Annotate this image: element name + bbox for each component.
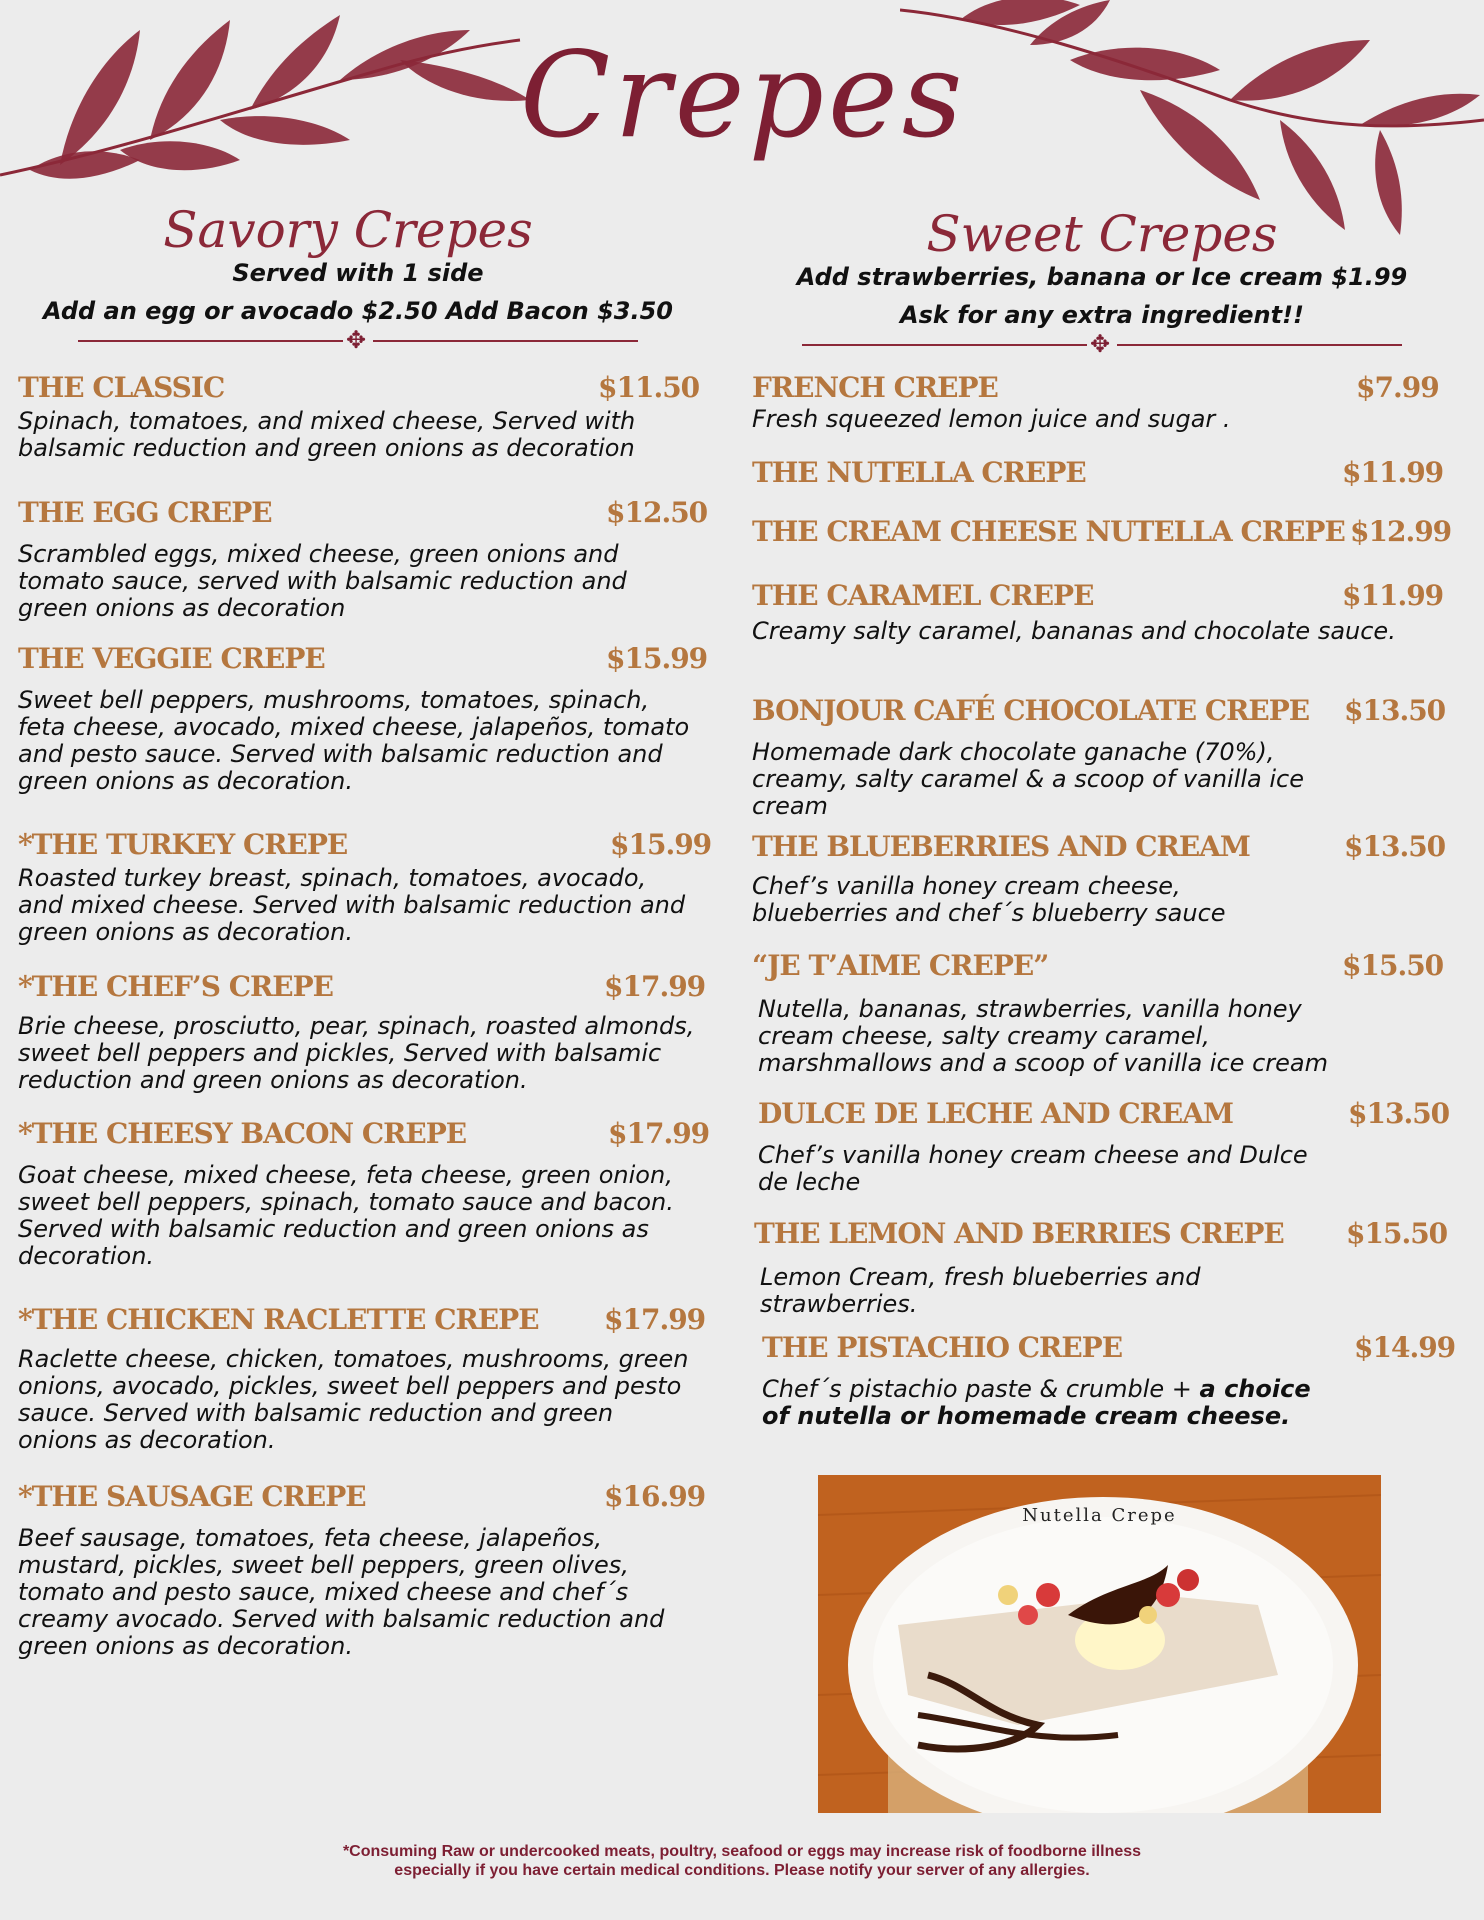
item-description: Scrambled eggs, mixed cheese, green onions and tomato sauce, served with balsamic reduction and green onions as decoration bbox=[18, 540, 627, 622]
sweet-subtitle-addons: Add strawberries, banana or Ice cream $1.99 bbox=[796, 263, 1408, 291]
item-description-bold: a choice of nutella or homemade cream cheese. bbox=[762, 1375, 1311, 1430]
menu-item-cheesy-bacon bbox=[18, 1114, 710, 1270]
item-description: Roasted turkey breast, spinach, tomatoes, avocado, and mixed cheese. Served with balsamic reduction and green onions as decoration. bbox=[18, 864, 686, 946]
item-price: $13.50 bbox=[1344, 830, 1446, 863]
item-price: $14.99 bbox=[1354, 1331, 1456, 1364]
leaf-branch-left-icon bbox=[0, 0, 560, 200]
item-price: $15.99 bbox=[610, 828, 712, 861]
item-price: $15.50 bbox=[1346, 1217, 1448, 1250]
item-name: FRENCH CREPE bbox=[752, 371, 998, 404]
item-name: THE LEMON AND BERRIES CREPE bbox=[754, 1217, 1284, 1250]
savory-title: Savory Crepes bbox=[163, 201, 533, 259]
photo-caption: Nutella Crepe bbox=[1022, 1505, 1177, 1526]
item-price: $17.99 bbox=[608, 1117, 710, 1150]
menu-item-je-taime bbox=[752, 946, 1452, 1077]
menu-title: Crepes bbox=[520, 26, 967, 164]
savory-subtitle-side: Served with 1 side bbox=[232, 259, 484, 287]
menu-item-french bbox=[752, 368, 1452, 433]
item-description: Raclette cheese, chicken, tomatoes, mushrooms, green onions, avocado, pickles, sweet bell peppers and pesto sauce. Served with balsamic reduction and green onions as decoration. bbox=[18, 1345, 689, 1454]
menu-item-pistachio bbox=[752, 1328, 1456, 1430]
menu-item-chefs bbox=[18, 967, 706, 1094]
item-description: Sweet bell peppers, mushrooms, tomatoes, spinach, feta cheese, avocado, mixed cheese, jalapeños, tomato and pesto sauce. Served with balsamic reduction and green onions as decoration. bbox=[18, 686, 690, 795]
item-description: Chef’s vanilla honey cream cheese and Dulce de leche bbox=[758, 1141, 1308, 1196]
item-description: Spinach, tomatoes, and mixed cheese, Served with balsamic reduction and green onions as decoration bbox=[18, 407, 636, 462]
item-description: Lemon Cream, fresh blueberries and strawberries. bbox=[760, 1263, 1201, 1318]
item-price: $12.50 bbox=[606, 496, 708, 529]
item-price: $7.99 bbox=[1356, 371, 1439, 404]
item-name: “JE T’AIME CREPE” bbox=[752, 949, 1049, 982]
sweet-divider bbox=[802, 330, 1402, 358]
item-name: THE VEGGIE CREPE bbox=[18, 642, 325, 675]
item-description: Creamy salty caramel, bananas and chocolate sauce. bbox=[752, 617, 1396, 645]
item-name: THE CARAMEL CREPE bbox=[752, 579, 1094, 612]
menu-item-sausage bbox=[18, 1477, 706, 1660]
menu-item-cream-cheese-nutella bbox=[752, 512, 1452, 552]
item-description bbox=[752, 1376, 1342, 1430]
item-description: Homemade dark chocolate ganache (70%), creamy, salty caramel & a scoop of vanilla ice cream bbox=[752, 738, 1305, 820]
menu-item-lemon-berries bbox=[752, 1214, 1452, 1318]
item-name: DULCE DE LECHE AND CREAM bbox=[758, 1097, 1233, 1130]
item-description: Chef’s vanilla honey cream cheese, blueberries and chef´s blueberry sauce bbox=[752, 872, 1226, 927]
item-price: $17.99 bbox=[604, 970, 706, 1003]
item-name: *THE TURKEY CREPE bbox=[18, 828, 348, 861]
item-price: $17.99 bbox=[604, 1303, 706, 1336]
item-price: $13.50 bbox=[1344, 694, 1446, 727]
nutella-crepe-photo bbox=[818, 1475, 1381, 1813]
item-price: $15.50 bbox=[1342, 949, 1444, 982]
menu-item-turkey bbox=[18, 825, 712, 946]
item-name: THE EGG CREPE bbox=[18, 496, 272, 529]
menu-item-chicken-raclette bbox=[18, 1300, 706, 1454]
item-price: $15.99 bbox=[606, 642, 708, 675]
menu-item-blueberries bbox=[752, 827, 1452, 927]
item-price: $11.50 bbox=[598, 371, 700, 404]
menu-item-caramel bbox=[752, 576, 1452, 645]
item-name: THE BLUEBERRIES AND CREAM bbox=[752, 830, 1250, 863]
item-price: $11.99 bbox=[1342, 579, 1444, 612]
item-name: *THE SAUSAGE CREPE bbox=[18, 1480, 366, 1513]
allergy-disclaimer bbox=[0, 1842, 1484, 1880]
sweet-section bbox=[752, 200, 1456, 1430]
item-name: *THE CHEF’S CREPE bbox=[18, 970, 333, 1003]
menu-item-veggie bbox=[18, 639, 708, 795]
item-description: Fresh squeezed lemon juice and sugar . bbox=[752, 405, 1231, 433]
item-name: THE CREAM CHEESE NUTELLA CREPE bbox=[752, 515, 1345, 548]
item-price: $11.99 bbox=[1342, 456, 1444, 489]
item-price: $13.50 bbox=[1348, 1097, 1450, 1130]
disclaimer-line-1: *Consuming Raw or undercooked meats, poultry, seafood or eggs may increase risk of foodborne illness bbox=[342, 1843, 1142, 1860]
disclaimer-line-2: especially if you have certain medical conditions. Please notify your server of any allergies. bbox=[394, 1862, 1090, 1879]
item-description: Beef sausage, tomatoes, feta cheese, jalapeños, mustard, pickles, sweet bell peppers, green olives, tomato and pesto sauce, mixed cheese and chef´s creamy avocado. Served with balsamic reduction and green onions as decoration. bbox=[18, 1524, 665, 1660]
item-name: *THE CHEESY BACON CREPE bbox=[18, 1117, 467, 1150]
sweet-title: Sweet Crepes bbox=[926, 205, 1278, 263]
ornament-icon: ✥ bbox=[1090, 330, 1111, 358]
item-name: BONJOUR CAFÉ CHOCOLATE CREPE bbox=[752, 694, 1310, 727]
menu-item-dulce-de-leche bbox=[752, 1094, 1452, 1196]
menu-item-classic bbox=[18, 368, 698, 462]
ornament-icon: ✥ bbox=[346, 326, 367, 354]
item-name: THE NUTELLA CREPE bbox=[752, 456, 1086, 489]
sweet-subtitle-extra: Ask for any extra ingredient!! bbox=[900, 301, 1304, 329]
menu-item-nutella bbox=[752, 453, 1452, 493]
item-description: Nutella, bananas, strawberries, vanilla honey cream cheese, salty creamy caramel, marshmallows and a scoop of vanilla ice cream bbox=[758, 995, 1328, 1077]
item-name: THE PISTACHIO CREPE bbox=[762, 1331, 1123, 1364]
item-price: $12.99 bbox=[1350, 515, 1452, 548]
menu-item-bonjour-chocolate bbox=[752, 691, 1452, 820]
item-description: Goat cheese, mixed cheese, feta cheese, green onion, sweet bell peppers, spinach, tomato sauce and bacon. Served with balsamic reduction and green onions as decoration. bbox=[18, 1161, 674, 1270]
item-name: *THE CHICKEN RACLETTE CREPE bbox=[18, 1303, 539, 1336]
menu-item-egg bbox=[18, 493, 708, 622]
savory-subtitle-addons: Add an egg or avocado $2.50 Add Bacon $3.50 bbox=[42, 297, 673, 325]
savory-divider bbox=[78, 326, 638, 354]
savory-section bbox=[18, 200, 712, 1660]
item-price: $16.99 bbox=[604, 1480, 706, 1513]
item-description-text: Chef´s pistachio paste & crumble + bbox=[762, 1375, 1200, 1403]
item-description: Brie cheese, prosciutto, pear, spinach, roasted almonds, sweet bell peppers and pickles, Served with balsamic reduction and green onions as decoration. bbox=[18, 1012, 695, 1094]
item-name: THE CLASSIC bbox=[18, 371, 225, 404]
